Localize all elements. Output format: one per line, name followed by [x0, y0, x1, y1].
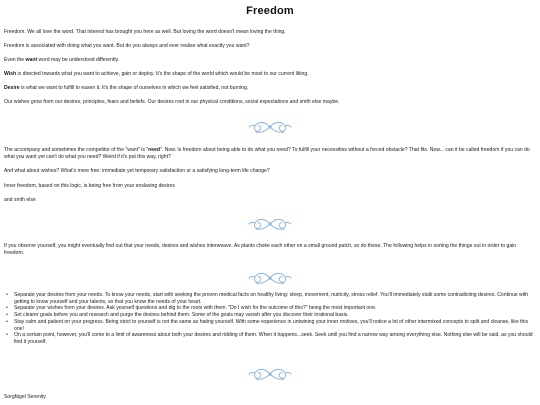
paragraph-observe: If you observe yourself, you might eventually find out that your needs, desires and wishes interweave. As plants choke each other on a small ground patch, so do these. The following helps in sorting the things out in order to gain freedom. [4, 243, 517, 256]
flourish-divider-icon [245, 268, 295, 288]
text-span: is what we want to fulfill to easen it. It's the shape of ourselves in which we feel satisfied, not burning. [19, 85, 249, 91]
list-item: • Separate your wishes from your desires. Ask yourself questions and dig to the roots with them. "Do I wish for the outcome of this?" being the most important one. [4, 305, 536, 312]
paragraph-intro: Freedom. We all love the word. That interest has brought you here as well. But loving the word doesn't mean loving the thing. [4, 29, 286, 35]
paragraph-wish [4, 71, 534, 78]
text-span: ". Now. Is freedom about being able to do what you need? To fulfill your necessities without a forced obstacle? That fits. Now... can it be called freedom if you can do what you want yet can't do what you need? Weird if it's put this way, right? [4, 147, 530, 160]
paragraph-want [4, 57, 534, 64]
text-span: The accompany and sometimes the competitor of the "want" is " [4, 147, 149, 153]
paragraph-association: Freedom is associated with doing what you want. But do you always and ever realise what exactly you want? [4, 43, 250, 49]
page-title: Freedom [246, 5, 294, 17]
bold-term-desire: Desire [4, 85, 20, 91]
flourish-divider-icon [245, 117, 295, 137]
bold-term-want: want [25, 57, 38, 63]
list-item: • Set clearer goals before you and research and purge the desires behind them. Some of the goals may vanish after you discover their irrational basis. [4, 312, 536, 319]
paragraph-roots: Our wishes grow from our desires, principles, fears and beliefs. Our desires root in our physical conditions, social expectations and smth else maybe. [4, 99, 340, 105]
list-item: • Stay calm and patient on your progress. Being strict to yourself is not the same as hating yourself. With some experience in untwining your inner motives, you'll notice a lot of other intermixed concepts to split and cleanse, like this one! [4, 319, 536, 332]
advice-list [4, 292, 536, 346]
bold-term-wish: Wish [4, 71, 17, 77]
flourish-divider-icon [245, 214, 295, 234]
paragraph-wishes-question: And what about wishes? What's more free: immediate yet temporary satisfaction or a satisfying long-term life change? [4, 168, 270, 174]
text-span: word may be understood differently. [37, 57, 120, 63]
paragraph-need [4, 147, 534, 160]
text-span: is directed towards what you want to achieve, gain or deploy. It's the shape of the world which would be most to our current liking. [16, 71, 309, 77]
paragraph-inner-freedom: Inner freedom, based on this logic, is being free from your enslaving desires [4, 183, 176, 189]
text-span: Even the [4, 57, 26, 63]
author-signature: Sorgfägel Serenity [4, 394, 46, 400]
paragraph-desire [4, 85, 534, 92]
list-item: • Separate your desires from your needs. To know your needs, start with seeking the proven medical facts on healthy living: sleep, movement, nutricity, stress relief. You'll immediately stalk some contradicting desires. Continue with getting to know yourself and your talents, so that you know the needs of your heart. [4, 292, 536, 305]
flourish-divider-icon [245, 364, 295, 384]
bold-term-need: need [148, 147, 161, 153]
list-item: • On a certain point, however, you'll come to a limit of awareness about both your desires and ridding of them. When it happens...seek. Seek until you find a narrow way among everything else. Nothing else will be said, as you should find it yourself. [4, 332, 536, 345]
paragraph-smth-else: and smth else [4, 197, 36, 203]
